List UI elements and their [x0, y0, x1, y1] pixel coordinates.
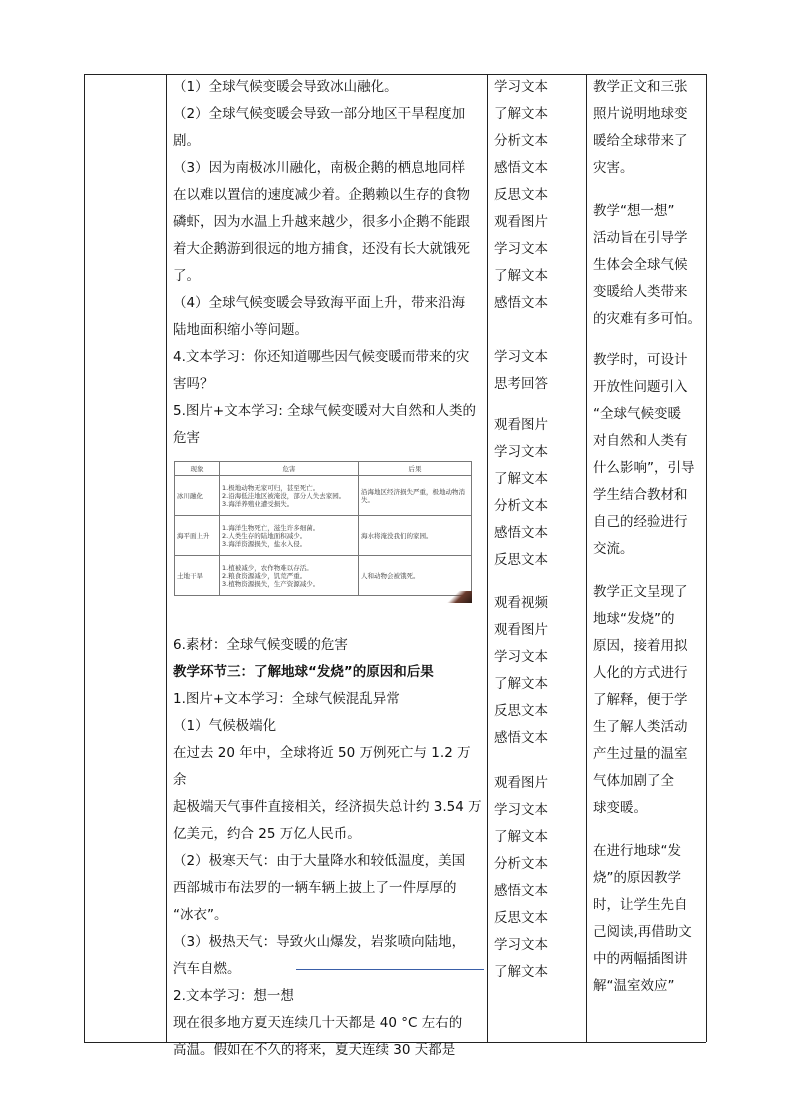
intent-line: 球变暖。	[593, 800, 647, 816]
intent-line: 交流。	[593, 541, 634, 557]
content-line: 汽车自燃。	[173, 961, 241, 977]
hazard-phenomenon: 海平面上升	[175, 516, 220, 556]
content-line: 高温。假如在不久的将来，夏天连续 30 天都是	[173, 1042, 456, 1058]
hazard-harms	[220, 476, 359, 516]
intent-block-1	[593, 74, 701, 182]
hazard-table-row	[175, 516, 472, 556]
activity-item: 学习文本	[494, 649, 548, 665]
activity-item: 思考回答	[494, 376, 548, 392]
activity-item: 反思文本	[494, 187, 548, 203]
intent-line: 教学正文呈现了	[593, 584, 688, 600]
hazard-harm-line: 2.人类生存的陆地面积减少。	[222, 531, 307, 540]
hazard-harm-line: 3.植物资源损失，生产资源减少。	[222, 579, 320, 588]
hazard-harm-line: 3.海洋养殖业遭受损失。	[222, 499, 294, 508]
hazard-harm-line: 2.粮食资源减少，饥荒严重。	[222, 571, 307, 580]
hazard-phenomenon: 冰川融化	[175, 476, 220, 516]
activity-gap	[494, 574, 574, 590]
content-line: 着大企鹅游到很远的地方捕食，还没有长大就饿死	[173, 241, 470, 257]
hazard-header-result: 后果	[359, 462, 472, 476]
hazard-table-image	[174, 461, 474, 601]
intent-gap	[593, 182, 701, 198]
content-line: （1）气候极端化	[173, 718, 277, 734]
activity-item: 学习文本	[494, 241, 548, 257]
intent-block-3	[593, 347, 701, 563]
content-line: （4）全球气候变暖会导致海平面上升，带来沿海	[173, 295, 466, 311]
activity-item: 了解文本	[494, 471, 548, 487]
activity-item: 了解文本	[494, 106, 548, 122]
activity-gap	[494, 752, 574, 770]
intent-block-2	[593, 198, 701, 333]
intent-line: 变暖给人类带来	[593, 284, 688, 300]
intent-line: 气体加剧了全	[593, 773, 674, 789]
activity-group-2	[494, 344, 574, 398]
intent-line: 灾害。	[593, 160, 634, 176]
activity-item: 感悟文本	[494, 730, 548, 746]
content-line: 亿美元，约合 25 万亿人民币。	[173, 826, 361, 842]
content-line: 陆地面积缩小等问题。	[173, 322, 308, 338]
content-line: （1）全球气候变暖会导致冰山融化。	[173, 79, 398, 95]
activity-item: 分析文本	[494, 133, 548, 149]
activity-gap	[494, 317, 574, 344]
section-heading: 教学环节三：了解地球“发烧”的原因和后果	[173, 664, 434, 680]
activity-item: 感悟文本	[494, 525, 548, 541]
hazard-table-row	[175, 476, 472, 516]
activity-item: 感悟文本	[494, 883, 548, 899]
content-line: 起极端天气事件直接相关，经济损失总计约 3.54 万	[173, 799, 482, 815]
intent-line: 自己的经验进行	[593, 514, 688, 530]
intent-line: 的灾难有多可怕。	[593, 311, 701, 327]
intent-line: 教学正文和三张	[593, 79, 688, 95]
content-line: 了。	[173, 268, 200, 284]
content-line: （2）全球气候变暖会导致一部分地区干旱程度加	[173, 106, 466, 122]
intent-gap	[593, 333, 701, 347]
intent-line: 生体会全球气候	[593, 257, 688, 273]
content-line: 现在很多地方夏天连续几十天都是 40 °C 左右的	[173, 1015, 463, 1031]
activity-item: 学习文本	[494, 349, 548, 365]
hazard-result: 人和动物会被饿死。	[359, 556, 472, 596]
content-block-a	[173, 74, 483, 452]
activity-item: 感悟文本	[494, 295, 548, 311]
activity-item: 感悟文本	[494, 160, 548, 176]
table-col-border-2	[487, 74, 488, 1042]
activity-item: 学习文本	[494, 444, 548, 460]
table-col-border-0	[84, 74, 85, 1042]
activity-item: 学习文本	[494, 79, 548, 95]
hazard-table-row	[175, 556, 472, 596]
intent-line: 暖给全球带来了	[593, 133, 688, 149]
hazard-harm-line: 1.植被减少，农作物难以存活。	[222, 563, 313, 572]
hazard-table-header-row	[175, 462, 472, 476]
content-line: 磷虾，因为水温上升越来越少，很多小企鹅不能跟	[173, 214, 470, 230]
activity-item: 观看视频	[494, 595, 548, 611]
hazard-harm-line: 2.沿海低洼地区被淹没，部分人失去家园。	[222, 491, 346, 500]
hazard-phenomenon: 土地干旱	[175, 556, 220, 596]
table-col-border-3	[586, 74, 587, 1042]
content-line: 危害	[173, 430, 200, 446]
content-line: “冰衣”。	[173, 907, 228, 923]
content-block-c	[173, 686, 483, 1064]
hazard-result: 沿海地区经济损失严重，极地动物消失。	[359, 476, 472, 516]
activity-item: 学习文本	[494, 802, 548, 818]
intent-line: 在进行地球“发	[593, 843, 681, 859]
hazard-result: 海水将淹没我们的家园。	[359, 516, 472, 556]
intent-block-4	[593, 579, 701, 822]
activity-item: 学习文本	[494, 937, 548, 953]
hazard-harm-line: 3.海洋资源损失，盐水入侵。	[222, 539, 307, 548]
intent-line: 教学时，可设计	[593, 352, 688, 368]
intent-line: 时，让学生先自	[593, 897, 688, 913]
intent-line: 生了解人类活动	[593, 719, 688, 735]
content-block-b	[173, 632, 483, 659]
activity-item: 反思文本	[494, 703, 548, 719]
intent-line: 地球“发烧”的	[593, 611, 675, 627]
activity-group-4	[494, 590, 574, 752]
intent-line: 产生过量的温室	[593, 746, 688, 762]
activity-item: 分析文本	[494, 856, 548, 872]
content-line: 害吗？	[173, 376, 214, 392]
image-corner-fragment	[442, 591, 472, 603]
content-line: 2.文本学习：想一想	[173, 988, 294, 1004]
content-line: 5.图片+文本学习: 全球气候变暖对大自然和人类的	[173, 403, 477, 419]
activity-group-3	[494, 412, 574, 574]
intent-line: 开放性问题引入	[593, 379, 688, 395]
hazard-harms	[220, 556, 359, 596]
activity-item: 了解文本	[494, 829, 548, 845]
activity-group-1	[494, 74, 574, 317]
hazard-table	[174, 461, 472, 596]
design-intent-column	[593, 74, 701, 1000]
intent-block-5	[593, 838, 701, 1000]
activity-item: 观看图片	[494, 214, 548, 230]
activity-item: 了解文本	[494, 676, 548, 692]
activity-item: 了解文本	[494, 964, 548, 980]
activity-gap	[494, 398, 574, 412]
activity-item: 观看图片	[494, 417, 548, 433]
content-line: 西部城市布法罗的一辆车辆上披上了一件厚厚的	[173, 880, 457, 896]
activity-item: 反思文本	[494, 910, 548, 926]
content-line: （3）因为南极冰川融化，南极企鹅的栖息地同样	[173, 160, 466, 176]
intent-line: 人化的方式进行	[593, 665, 688, 681]
intent-line: 教学“想一想”	[593, 203, 675, 219]
table-col-border-1	[166, 74, 167, 1042]
activity-item: 反思文本	[494, 552, 548, 568]
intent-line: 什么影响”，引导	[593, 460, 695, 476]
activity-item: 了解文本	[494, 268, 548, 284]
intent-line: 学生结合教材和	[593, 487, 688, 503]
intent-line: 对自然和人类有	[593, 433, 688, 449]
intent-gap	[593, 563, 701, 579]
hazard-harms	[220, 516, 359, 556]
content-line: 剧。	[173, 133, 200, 149]
intent-gap	[593, 822, 701, 838]
activity-item: 观看图片	[494, 622, 548, 638]
content-line: 在以难以置信的速度减少着。企鹅赖以生存的食物	[173, 187, 470, 203]
table-col-border-4	[706, 74, 707, 1042]
intent-line: 活动旨在引导学	[593, 230, 688, 246]
student-activity-column	[494, 74, 574, 986]
hazard-harm-line: 1.海洋生物死亡，滋生许多细菌。	[222, 523, 320, 532]
intent-line: 照片说明地球变	[593, 106, 688, 122]
intent-line: 己阅读,再借助文	[593, 924, 692, 940]
content-line: （2）极寒天气：由于大量降水和较低温度，美国	[173, 853, 466, 869]
content-line: 6.素材：全球气候变暖的危害	[173, 637, 348, 653]
content-line: 4.文本学习：你还知道哪些因气候变暖而带来的灾	[173, 349, 470, 365]
activity-item: 分析文本	[494, 498, 548, 514]
intent-line: 解“温室效应”	[593, 978, 675, 994]
hazard-header-harm: 危害	[220, 462, 359, 476]
activity-group-5	[494, 770, 574, 986]
intent-line: 了解释，便于学	[593, 692, 688, 708]
hazard-harm-line: 1.极地动物无家可归，甚至死亡。	[222, 483, 320, 492]
intent-line: 中的两幅插图讲	[593, 951, 688, 967]
content-line: 在过去 20 年中，全球将近 50 万例死亡与 1.2 万余	[173, 745, 471, 788]
content-line: 1.图片+文本学习：全球气候混乱异常	[173, 691, 400, 707]
intent-line: 烧”的原因教学	[593, 870, 681, 886]
hazard-header-phenomenon: 现象	[175, 462, 220, 476]
intent-line: 原因，接着用拟	[593, 638, 688, 654]
content-line: （3）极热天气：导致火山爆发，岩浆喷向陆地，	[173, 934, 466, 950]
underline-mark	[296, 969, 484, 970]
intent-line: “全球气候变暖	[593, 406, 681, 422]
activity-item: 观看图片	[494, 775, 548, 791]
